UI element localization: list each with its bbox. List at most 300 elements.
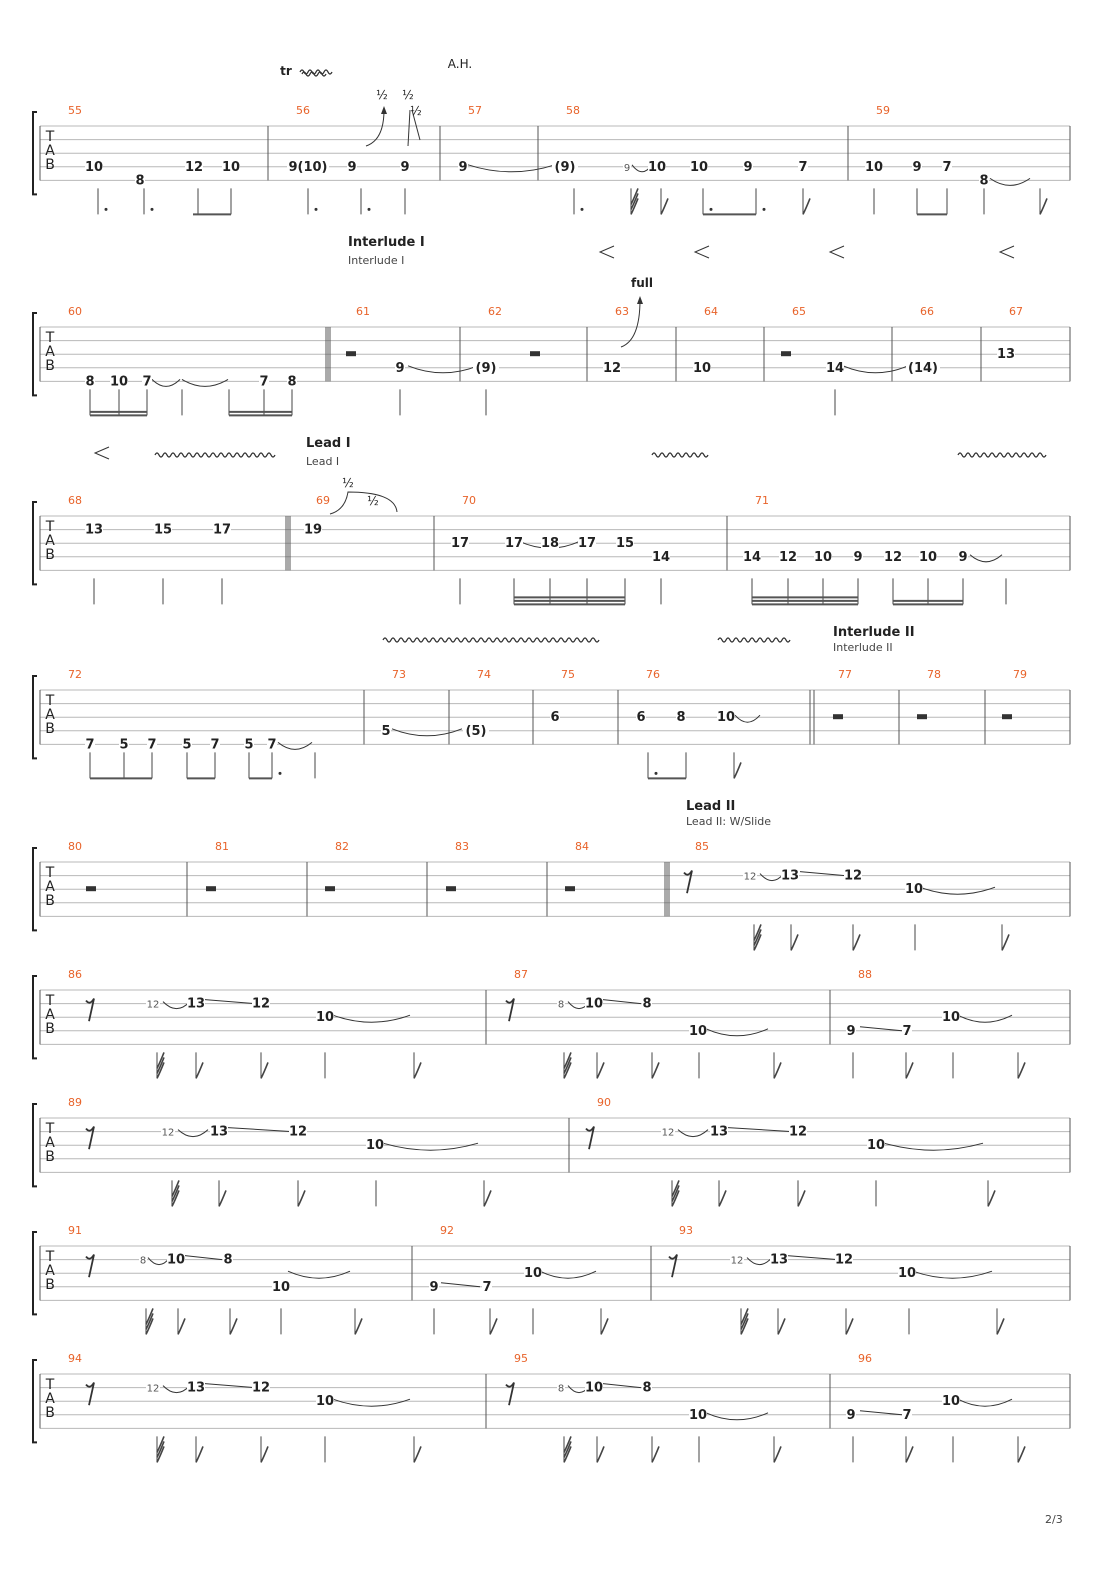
bar-number: 86 (68, 968, 82, 981)
staff-brace (33, 976, 37, 1058)
fret-number: 8 (557, 999, 565, 1011)
section-title: Interlude II (833, 625, 915, 640)
note-flag (1002, 934, 1009, 950)
fret-number: 10 (647, 159, 667, 175)
tie-arc (383, 1143, 478, 1150)
fret-number: 9 (347, 159, 357, 175)
tie-arc (958, 1399, 1012, 1406)
bar-number: 59 (876, 104, 890, 117)
fret-number: 6 (636, 710, 646, 726)
fret-number: 13 (769, 1252, 789, 1268)
note-flag (774, 1062, 781, 1078)
section-subtitle: Lead II: W/Slide (686, 815, 772, 828)
bar-rest (206, 886, 216, 891)
fret-number: (9) (475, 360, 497, 376)
tab-letter: T (45, 1249, 55, 1265)
bar-number: 66 (920, 305, 934, 318)
bar-number: 63 (615, 305, 629, 318)
technique-annotation: tr (280, 64, 292, 78)
fret-number: 7 (147, 737, 157, 753)
fret-number: 12 (602, 360, 622, 376)
dotted-note (581, 208, 584, 211)
bar-number: 91 (68, 1224, 82, 1237)
fret-number: 10 (941, 1394, 961, 1410)
tab-letter: B (45, 1149, 55, 1165)
fret-number: 8 (85, 374, 95, 390)
note-flag (791, 934, 798, 950)
note-flag (196, 1446, 203, 1462)
fret-number: 12 (834, 1252, 854, 1268)
fret-number: 15 (153, 522, 173, 538)
slide-line (860, 1411, 902, 1415)
fret-number: 14 (825, 360, 845, 376)
bar-number: 95 (514, 1352, 528, 1365)
technique-annotation: ½ (402, 88, 414, 102)
bar-number: 88 (858, 968, 872, 981)
fret-number: 8 (557, 1383, 565, 1395)
bar-number: 87 (514, 968, 528, 981)
slide-line (800, 872, 845, 876)
bar-number: 84 (575, 840, 589, 853)
slide-line (205, 1384, 255, 1388)
tab-letter: A (45, 1007, 55, 1023)
fret-number: 10 (523, 1266, 543, 1282)
bar-number: 82 (335, 840, 349, 853)
fret-number: 8 (139, 1255, 147, 1267)
fret-number: 8 (676, 710, 686, 726)
vibrato-mark (652, 453, 708, 457)
tab-letter: A (45, 143, 55, 159)
slide-line (603, 1384, 641, 1388)
tie-arc (970, 555, 1002, 562)
fret-number: 9 (853, 549, 863, 565)
dotted-note (315, 208, 318, 211)
tie-arc (706, 1029, 768, 1036)
tab-letter: A (45, 879, 55, 895)
fret-number: (5) (465, 723, 487, 739)
tab-letter: B (45, 893, 55, 909)
fret-number: 5 (244, 737, 254, 753)
fret-number: 14 (742, 549, 762, 565)
fret-number: 19 (303, 522, 323, 538)
bar-number: 78 (927, 668, 941, 681)
fret-number: 10 (813, 549, 833, 565)
tie-arc (163, 1386, 190, 1393)
note-flag (261, 1062, 268, 1078)
trill-wave (302, 72, 326, 76)
bar-rest (833, 714, 843, 719)
section-title: Lead II (686, 799, 736, 814)
fret-number: 12 (146, 999, 160, 1011)
fret-number: 8 (223, 1252, 233, 1268)
bar-rest (346, 351, 356, 356)
fret-number: 12 (288, 1124, 308, 1140)
tab-letter: A (45, 707, 55, 723)
tab-letter: B (45, 721, 55, 737)
slide-line (228, 1128, 292, 1132)
bar-number: 57 (468, 104, 482, 117)
fret-number: 7 (902, 1407, 912, 1423)
fret-number: 17 (450, 536, 470, 552)
eighth-rest (86, 999, 94, 1022)
slide-line (603, 1000, 641, 1004)
fret-number: 13 (780, 868, 800, 884)
tie-arc (333, 1399, 410, 1406)
fret-number: 7 (798, 159, 808, 175)
fret-number: 9 (846, 1407, 856, 1423)
fret-number: 15 (615, 536, 635, 552)
fret-number: 10 (688, 1023, 708, 1039)
note-flag (178, 1318, 185, 1334)
dotted-note (763, 208, 766, 211)
fret-number: 13 (186, 1380, 206, 1396)
fret-number: 12 (843, 868, 863, 884)
technique-annotation: ½ (367, 494, 379, 508)
note-flag (597, 1446, 604, 1462)
fret-number: 13 (84, 522, 104, 538)
tab-letter: B (45, 157, 55, 173)
dotted-note (655, 772, 658, 775)
fret-number: 10 (315, 1010, 335, 1026)
tie-arc (278, 742, 312, 749)
tie-arc (678, 1130, 708, 1137)
fret-number: 12 (788, 1124, 808, 1140)
tie-arc (288, 1271, 350, 1278)
bar-number: 73 (392, 668, 406, 681)
bar-number: 70 (462, 494, 476, 507)
bar-number: 76 (646, 668, 660, 681)
bar-number: 79 (1013, 668, 1027, 681)
tie-arc (843, 366, 908, 373)
fret-number: 10 (918, 549, 938, 565)
fret-number: 13 (209, 1124, 229, 1140)
fret-number: 10 (584, 1380, 604, 1396)
section-subtitle: Interlude I (348, 254, 405, 267)
note-flag (414, 1446, 421, 1462)
bar-number: 85 (695, 840, 709, 853)
bar-rest (530, 351, 540, 356)
vibrato-mark (155, 453, 275, 457)
tie-arc (468, 165, 555, 172)
vibrato-mark (383, 638, 599, 642)
tie-arc (333, 1015, 410, 1022)
bend-release-arrow (330, 492, 397, 514)
slide-line (185, 1256, 222, 1260)
fret-number: 14 (651, 549, 671, 565)
fret-number: 9 (743, 159, 753, 175)
bar-number: 83 (455, 840, 469, 853)
staff-brace (33, 502, 37, 584)
section-title: Interlude I (348, 235, 425, 250)
fret-number: 7 (85, 737, 95, 753)
slide-line (860, 1027, 902, 1031)
note-flag (484, 1190, 491, 1206)
eighth-rest (684, 871, 692, 894)
fret-number: 10 (109, 374, 129, 390)
fret-number: 8 (642, 996, 652, 1012)
dotted-note (279, 772, 282, 775)
fret-number: 12 (778, 549, 798, 565)
technique-annotation: A.H. (447, 57, 473, 71)
eighth-rest (586, 1127, 594, 1150)
note-flag (261, 1446, 268, 1462)
eighth-rest (86, 1255, 94, 1278)
fret-number: 12 (883, 549, 903, 565)
bar-number: 77 (838, 668, 852, 681)
fret-number: (14) (908, 360, 938, 376)
staff-brace (33, 112, 37, 194)
note-flag (490, 1318, 497, 1334)
fret-number: 10 (584, 996, 604, 1012)
slide-line (728, 1128, 792, 1132)
bar-number: 72 (68, 668, 82, 681)
note-flag (778, 1318, 785, 1334)
tie-arc (152, 379, 180, 386)
fret-number: (9) (554, 159, 576, 175)
bar-number: 61 (356, 305, 370, 318)
technique-annotation: ½ (376, 88, 388, 102)
tab-letter: T (45, 1377, 55, 1393)
slide-line (205, 1000, 255, 1004)
tie-arc (540, 1271, 596, 1278)
note-flag (774, 1446, 781, 1462)
note-flag (601, 1318, 608, 1334)
vibrato-mark (718, 638, 790, 642)
fret-number: 10 (866, 1138, 886, 1154)
tie-arc (958, 1015, 1012, 1022)
tab-letter: B (45, 358, 55, 374)
tab-letter: T (45, 519, 55, 535)
tie-arc (913, 1271, 992, 1278)
bar-number: 68 (68, 494, 82, 507)
bar-number: 56 (296, 104, 310, 117)
fret-number: 17 (504, 536, 524, 552)
bar-number: 74 (477, 668, 491, 681)
tie-arc (178, 1130, 208, 1137)
note-flag (1018, 1062, 1025, 1078)
bar-rest (1002, 714, 1012, 719)
fret-number: 6 (550, 710, 560, 726)
bar-number: 93 (679, 1224, 693, 1237)
tie-arc (747, 1258, 772, 1265)
staff-brace (33, 1360, 37, 1442)
fret-number: 12 (184, 159, 204, 175)
tab-letter: B (45, 1405, 55, 1421)
note-flag (853, 934, 860, 950)
fret-number: 10 (166, 1252, 186, 1268)
fret-number: 8 (979, 173, 989, 189)
fret-number: 7 (482, 1279, 492, 1295)
note-flag (906, 1062, 913, 1078)
bar-number: 92 (440, 1224, 454, 1237)
fret-number: 10 (692, 360, 712, 376)
fret-number: 10 (688, 1407, 708, 1423)
fret-number: 13 (996, 347, 1016, 363)
tab-letter: A (45, 1391, 55, 1407)
bar-rest (86, 886, 96, 891)
fret-number: 9 (429, 1279, 439, 1295)
note-flag (798, 1190, 805, 1206)
eighth-rest (669, 1255, 677, 1278)
fret-number: 8 (287, 374, 297, 390)
fret-number: 5 (119, 737, 129, 753)
fret-number: 10 (315, 1394, 335, 1410)
fret-number: 9 (623, 162, 631, 174)
fret-number: 7 (142, 374, 152, 390)
bar-number: 55 (68, 104, 82, 117)
bar-rest (781, 351, 791, 356)
fret-number: 7 (267, 737, 277, 753)
slide-line (787, 1256, 838, 1260)
fret-number: 18 (540, 536, 560, 552)
note-flag (661, 198, 668, 214)
bend-arrow-head (637, 296, 643, 304)
fret-number: 10 (716, 710, 736, 726)
tie-arc (735, 715, 760, 722)
note-flag (988, 1190, 995, 1206)
tab-letter: T (45, 129, 55, 145)
fret-number: 7 (902, 1023, 912, 1039)
eighth-rest (506, 999, 514, 1022)
slide-line (441, 1283, 480, 1287)
bar-rest (446, 886, 456, 891)
tab-letter: A (45, 533, 55, 549)
note-flag (1018, 1446, 1025, 1462)
fret-number: 5 (381, 723, 391, 739)
fret-number: 9 (912, 159, 922, 175)
bar-rest (325, 886, 335, 891)
tie-arc (182, 379, 228, 386)
fret-number: 17 (577, 536, 597, 552)
fret-number: 9(10) (288, 159, 328, 175)
tab-letter: T (45, 993, 55, 1009)
eighth-rest (506, 1383, 514, 1406)
bend-arrow (366, 110, 384, 146)
tab-letter: A (45, 1263, 55, 1279)
fret-number: 10 (221, 159, 241, 175)
tie-arc (990, 178, 1030, 185)
fret-number: 8 (642, 1380, 652, 1396)
staff-brace (33, 676, 37, 758)
page-number: 2/3 (1045, 1513, 1063, 1526)
bar-number: 71 (755, 494, 769, 507)
bar-number: 67 (1009, 305, 1023, 318)
fret-number: 5 (182, 737, 192, 753)
note-flag (846, 1318, 853, 1334)
fret-number: 13 (186, 996, 206, 1012)
tie-arc (163, 1002, 190, 1009)
bar-number: 80 (68, 840, 82, 853)
fret-number: 9 (400, 159, 410, 175)
note-flag (597, 1062, 604, 1078)
note-flag (230, 1318, 237, 1334)
note-flag (1040, 198, 1047, 214)
tab-letter: A (45, 1135, 55, 1151)
fret-number: 10 (365, 1138, 385, 1154)
dotted-note (105, 208, 108, 211)
fret-number: 12 (146, 1383, 160, 1395)
note-flag (719, 1190, 726, 1206)
crescendo-mark (600, 246, 614, 258)
fret-number: 12 (161, 1127, 175, 1139)
bar-number: 58 (566, 104, 580, 117)
fret-number: 10 (941, 1010, 961, 1026)
bar-number: 89 (68, 1096, 82, 1109)
eighth-rest (86, 1127, 94, 1150)
tie-arc (884, 1143, 983, 1150)
fret-number: 12 (251, 996, 271, 1012)
crescendo-mark (1000, 246, 1014, 258)
fret-number: 9 (458, 159, 468, 175)
fret-number: 7 (942, 159, 952, 175)
note-flag (906, 1446, 913, 1462)
tab-letter: B (45, 1021, 55, 1037)
section-title: Lead I (306, 436, 351, 451)
note-flag (298, 1190, 305, 1206)
tab-letter: T (45, 693, 55, 709)
bend-arrow-head (381, 106, 387, 114)
bar-number: 94 (68, 1352, 82, 1365)
fret-number: 7 (210, 737, 220, 753)
technique-annotation: full (631, 276, 653, 290)
vibrato-mark (958, 453, 1046, 457)
note-flag (355, 1318, 362, 1334)
fret-number: 12 (661, 1127, 675, 1139)
technique-annotation: ½ (410, 104, 422, 118)
fret-number: 12 (730, 1255, 744, 1267)
section-subtitle: Lead I (306, 455, 340, 468)
bar-number: 81 (215, 840, 229, 853)
note-flag (997, 1318, 1004, 1334)
bar-number: 62 (488, 305, 502, 318)
fret-number: 10 (864, 159, 884, 175)
fret-number: 8 (135, 173, 145, 189)
staff-brace (33, 313, 37, 395)
fret-number: 17 (212, 522, 232, 538)
fret-number: 7 (259, 374, 269, 390)
fret-number: 10 (84, 159, 104, 175)
fret-number: 10 (897, 1266, 917, 1282)
fret-number: 9 (958, 549, 968, 565)
tab-letter: T (45, 865, 55, 881)
note-flag (219, 1190, 226, 1206)
tie-arc (920, 887, 995, 894)
crescendo-mark (830, 246, 844, 258)
technique-annotation: ½ (342, 476, 354, 490)
note-flag (652, 1446, 659, 1462)
dotted-note (710, 208, 713, 211)
eighth-rest (86, 1383, 94, 1406)
fret-number: 13 (709, 1124, 729, 1140)
tie-arc (706, 1413, 768, 1420)
dotted-note (368, 208, 371, 211)
section-subtitle: Interlude II (833, 641, 893, 654)
bar-number: 64 (704, 305, 718, 318)
tab-letter: T (45, 1121, 55, 1137)
tie-arc (392, 729, 462, 736)
bar-rest (565, 886, 575, 891)
bar-number: 75 (561, 668, 575, 681)
tab-letter: B (45, 1277, 55, 1293)
fret-number: 10 (271, 1279, 291, 1295)
tab-letter: T (45, 330, 55, 346)
bar-number: 96 (858, 1352, 872, 1365)
staff-brace (33, 1104, 37, 1186)
bar-number: 90 (597, 1096, 611, 1109)
note-flag (196, 1062, 203, 1078)
bar-rest (917, 714, 927, 719)
staff-brace (33, 848, 37, 930)
